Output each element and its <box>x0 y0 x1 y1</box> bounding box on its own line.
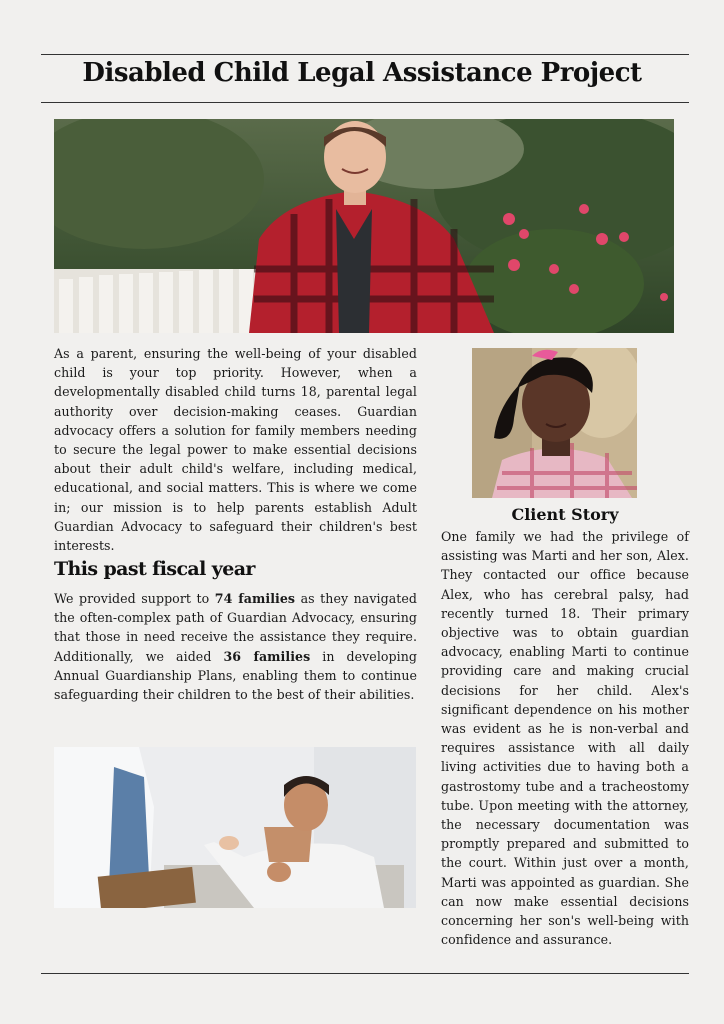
fiscal-year-heading: This past fiscal year <box>54 558 255 580</box>
fiscal-text-2: as they navigated the often-complex path of Guardian Advocacy, ensuring that those in need receive the assistance they require. Additionally, we aided <box>54 591 417 664</box>
top-rule-upper <box>41 54 689 55</box>
hero-photo <box>54 119 674 333</box>
families-count-guardian: 74 families <box>214 591 296 606</box>
fiscal-text-3: in developing Annual Guardianship Plans, enabling them to continue safeguarding their children to the best of their abilities. <box>54 648 417 703</box>
top-rule-lower <box>41 102 689 103</box>
page-title: Disabled Child Legal Assistance Project <box>82 58 642 88</box>
consultation-photo <box>54 747 416 908</box>
client-photo <box>472 348 637 498</box>
fiscal-year-paragraph <box>54 589 417 704</box>
families-count-plans: 36 families <box>223 648 311 664</box>
fiscal-text-1: We provided support to <box>54 591 215 606</box>
client-story-heading: Client Story <box>511 505 619 524</box>
bottom-rule <box>41 973 689 974</box>
client-story-paragraph: One family we had the privilege of assisting was Marti and her son, Alex. They contacted our office because Alex, who has cerebral palsy, had recently turned 18. Their primary objective was to obtain guardian advocacy, enabling Marti to continue providing care and making crucial decisions for her child. Alex's significant dependence on his mother was evident as he is non-verbal and requires assistance with all daily living activities due to having both a gastrostomy tube and a tracheostomy tube. Upon meeting with the attorney, the necessary documentation was promptly prepared and submitted to the court. Within just over a month, Marti was appointed as guardian. She can now make essential decisions concerning her son's well-being with confidence and assurance. <box>441 529 689 948</box>
intro-paragraph: As a parent, ensuring the well-being of your disabled child is your top priority. However, when a developmentally disabled child turns 18, parental legal authority over decision-making ceases. Guardian advocacy offers a solution for family members needing to secure the legal power to make essential decisions about their adult child's welfare, including medical, educational, and social matters. This is where we come in; our mission is to help parents establish Adult Guardian Advocacy to safeguard their children's best interests. <box>54 346 417 554</box>
